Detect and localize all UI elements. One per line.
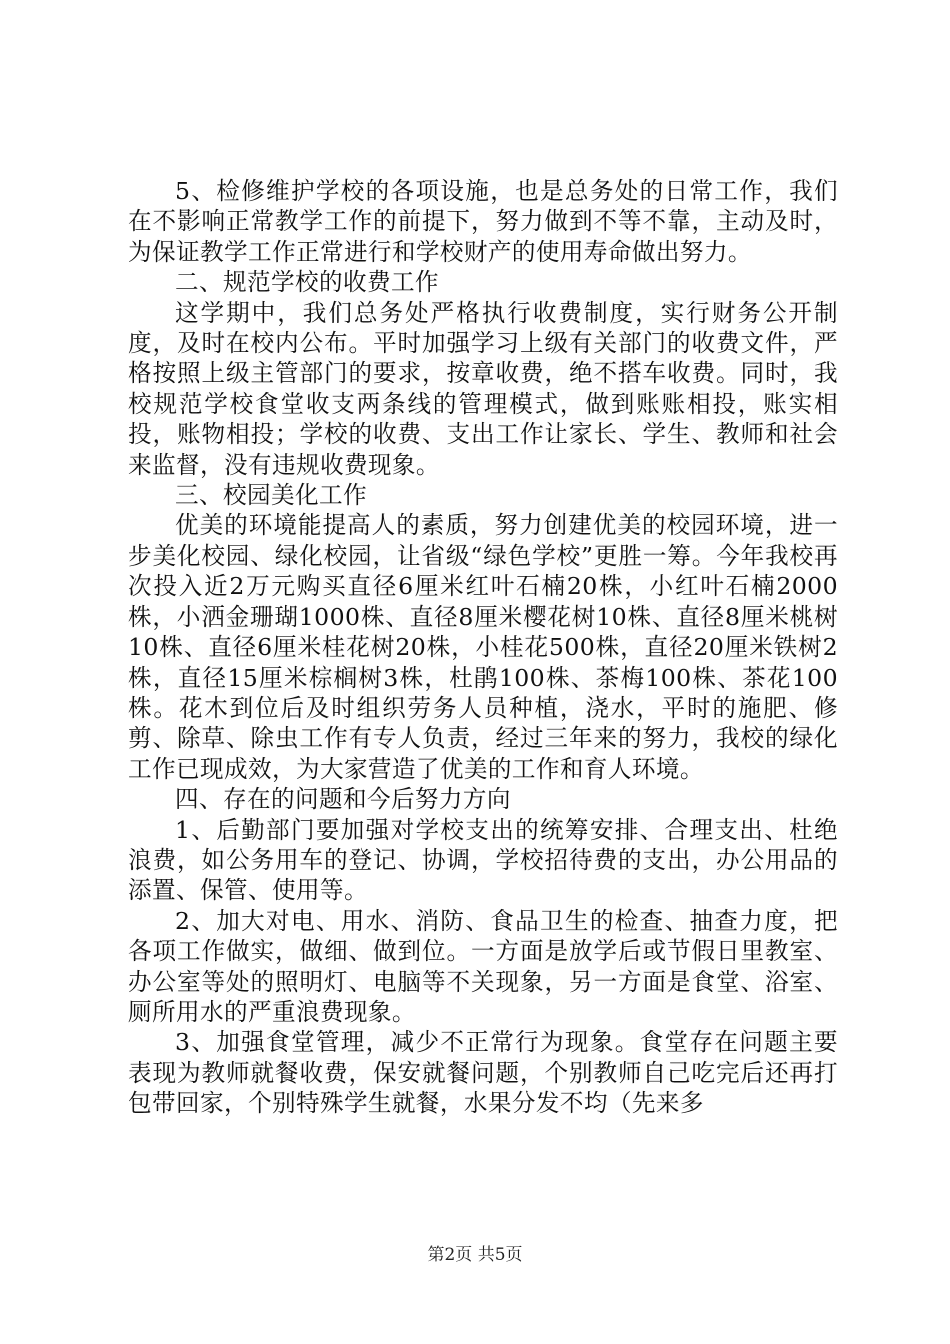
paragraph-problem-1: 1、后勤部门要加强对学校支出的统筹安排、合理支出、杜绝浪费，如公务用车的登记、协调，学校招待费的支出，办公用品的添置、保管、使用等。 <box>128 815 838 905</box>
page-number-footer: 第2页 共5页 <box>427 1245 523 1265</box>
paragraph-facility-maintenance: 5、检修维护学校的各项设施，也是总务处的日常工作，我们在不影响正常教学工作的前提下，努力做到不等不靠，主动及时，为保证教学工作正常进行和学校财产的使用寿命做出努力。 <box>128 177 838 266</box>
paragraph-problem-2: 2、加大对电、用水、消防、食品卫生的检查、抽查力度，把各项工作做实，做细、做到位。一方面是放学后或节假日里教室、办公室等处的照明灯、电脑等不关现象，另一方面是食堂、浴室、厕所用水的严重浪费现象。 <box>128 906 838 1026</box>
document-body <box>128 176 838 1119</box>
section-heading-problems-direction: 四、存在的问题和今后努力方向 <box>175 785 511 814</box>
paragraph-problem-3: 3、加强食堂管理，减少不正常行为现象。食堂存在问题主要表现为教师就餐收费，保安就餐问题，个别教师自己吃完后还再打包带回家，个别特殊学生就餐，水果分发不均（先来多 <box>128 1028 838 1118</box>
paragraph-fee-work: 这学期中，我们总务处严格执行收费制度，实行财务公开制度，及时在校内公布。平时加强学习上级有关部门的收费文件，严格按照上级主管部门的要求，按章收费，绝不搭车收费。同时，我校规范学校食堂收支两条线的管理模式，做到账账相投，账实相投，账物相投；学校的收费、支出工作让家长、学生、教师和社会来监督，没有违规收费现象。 <box>128 298 838 479</box>
paragraph-campus-beautification: 优美的环境能提高人的素质，努力创建优美的校园环境，进一步美化校园、绿化校园，让省级“绿色学校”更胜一筹。今年我校再次投入近2万元购买直径6厘米红叶石楠20株，小红叶石楠2000株，小洒金珊瑚1000株、直径8厘米樱花树10株、直径8厘米桃树10株、直径6厘米桂花树20株，小桂花500株，直径20厘米铁树2株，直径15厘米棕榈树3株，杜鹃100株、茶梅100株、茶花100株。花木到位后及时组织劳务人员种植，浇水，平时的施肥、修剪、除草、除虫工作有专人负责，经过三年来的努力，我校的绿化工作已现成效，为大家营造了优美的工作和育人环境。 <box>128 511 838 783</box>
section-heading-fee-work: 二、规范学校的收费工作 <box>175 268 439 297</box>
section-heading-campus-beautification: 三、校园美化工作 <box>175 481 367 510</box>
